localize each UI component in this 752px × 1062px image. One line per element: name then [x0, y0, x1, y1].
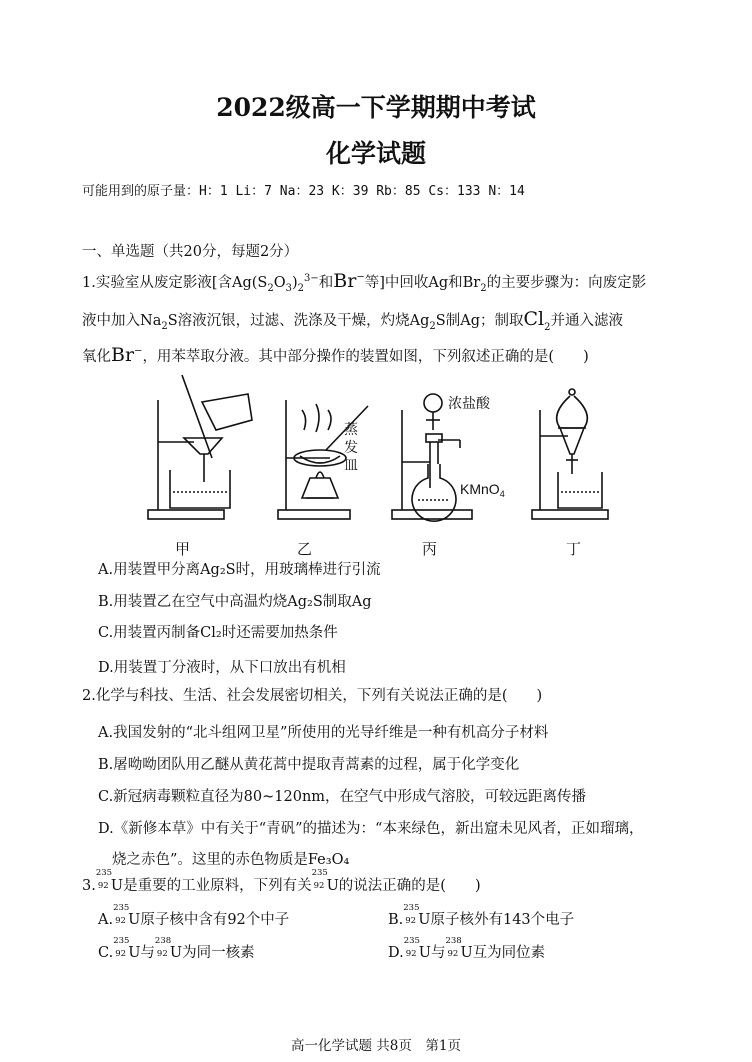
exam-subject-title: 化学试题 [325, 139, 426, 168]
q2-stem: 2.化学与科技、生活、社会发展密切相关，下列有关说法正确的是( ) [82, 688, 543, 704]
q1-text: 液中加入 [82, 313, 140, 329]
page-footer: 高一化学试题 共8页 第1页 [291, 1038, 461, 1054]
q2-option-a: A.我国发射的“北斗组网卫星”所使用的光导纤维是一种有机高分子材料 [98, 725, 549, 741]
q1-text: 溶液沉银，过滤、洗涤及干燥，灼烧 [177, 313, 410, 329]
q1-text: 和 [318, 275, 334, 291]
apparatus-chlorine-generator [392, 394, 472, 521]
q1-option-c: C.用装置丙制备Cl₂时还需要加热条件 [98, 625, 338, 641]
q1-option-b: B.用装置乙在空气中高温灼烧Ag₂S制取Ag [98, 594, 372, 610]
q1-text: 氧化 [82, 349, 111, 365]
atomic-masses: 可能用到的原子量：H：1 Li：7 Na：23 K：39 Rb：85 Cs：133 N：14 [82, 184, 525, 199]
q3-option-c: C. 235 92 U与 238 92 U为同一核素 [98, 936, 255, 961]
isotope-u235: 235 92 [113, 936, 130, 959]
label-conc-hcl: 浓盐酸 [448, 396, 490, 412]
isotope-u235: 235 92 [113, 903, 130, 926]
label-apparatus-b: 乙 [297, 540, 313, 558]
isotope-u238: 238 92 [445, 936, 462, 959]
apparatus-filtration [148, 375, 252, 519]
label-evaporating-dish-2: 发 [344, 440, 358, 456]
q1-text: 等]中回收Ag和Br [364, 275, 481, 291]
apparatus-separatory-funnel [532, 389, 608, 519]
q1-text: 制 [445, 313, 461, 329]
q1-line2 [82, 310, 623, 333]
q1-option-a: A.用装置甲分离Ag₂S时，用玻璃棒进行引流 [98, 562, 381, 578]
exam-title: 2022级高一下学期期中考试 [216, 93, 536, 122]
q1-formula-complex: $Ag(S_2O_3)_2^{3-}$ [232, 273, 319, 294]
q2-option-d-line1: D.《新修本草》中有关于“青矾”的描述为：“本来绿色，新出窟未见风者，正如瑠璃， [98, 821, 644, 837]
label-apparatus-d: 丁 [566, 540, 582, 558]
q1-bromide-ion: Br− [111, 344, 143, 366]
q1-bromide-ion: Br− [333, 270, 365, 292]
isotope-u235: 235 92 [403, 903, 420, 926]
label-evaporating-dish-1: 蒸 [344, 422, 358, 438]
q1-text: ，用苯萃取分液。其中部分操作的装置如图，下列叙述正确的是( ) [142, 349, 589, 365]
q1-line1: 1.实验室从废定影液[含$Ag(S_2O_3)_2^{3-}$和Br−等]中回收Ag和$Br_2$的主要步骤为：向废定影 [82, 270, 647, 294]
isotope-u235: 235 92 [403, 936, 420, 959]
q1-formula-ag2s: $Ag_2S$ [409, 313, 446, 332]
isotope-u235: 235 92 [311, 868, 328, 891]
q3-option-a: A. 235 92 U原子核中含有92个中子 [98, 903, 290, 928]
q3-stem: 3. 235 92 U是重要的工业原料，下列有关 235 92 U的说法正确的是( ) [82, 868, 481, 894]
q1-text: 并通入滤液 [550, 313, 623, 329]
q1-text: 的主要步骤为：向废定影 [486, 275, 647, 291]
q1-formula-cl2: $Cl_2$ [523, 308, 551, 333]
isotope-u238: 238 92 [154, 936, 172, 959]
q2-option-d-line2: 烧之赤色”。这里的赤色物质是Fe₃O₄ [112, 852, 350, 868]
q1-option-d: D.用装置丁分液时，从下口放出有机相 [98, 660, 346, 676]
q2-option-c: C.新冠病毒颗粒直径为80~120nm，在空气中形成气溶胶，可较远距离传播 [98, 789, 587, 805]
q1-formula-ag: Ag [460, 313, 480, 329]
apparatus-figure [130, 370, 610, 555]
q1-formula-na2s: $Na_2S$ [140, 313, 178, 332]
label-apparatus-c: 丙 [422, 540, 438, 558]
q3-option-d: D. 235 92 U与 238 92 U互为同位素 [388, 936, 546, 961]
q2-option-b: B.屠呦呦团队用乙醚从黄花蒿中提取青蒿素的过程，属于化学变化 [98, 757, 520, 773]
label-evaporating-dish-3: 皿 [344, 458, 358, 474]
q3-option-b: B. 235 92 U原子核外有143个电子 [388, 903, 575, 928]
label-kmno4: KMnO$_4$ [460, 481, 505, 499]
q1-text: 1.实验室从废定影液[含 [82, 275, 232, 291]
q1-text: ；制取 [480, 313, 524, 329]
isotope-u235: 235 92 [95, 868, 113, 891]
section-heading: 一、单选题（共20分，每题2分） [82, 244, 299, 260]
label-apparatus-a: 甲 [175, 540, 191, 558]
q1-line3 [82, 346, 589, 365]
